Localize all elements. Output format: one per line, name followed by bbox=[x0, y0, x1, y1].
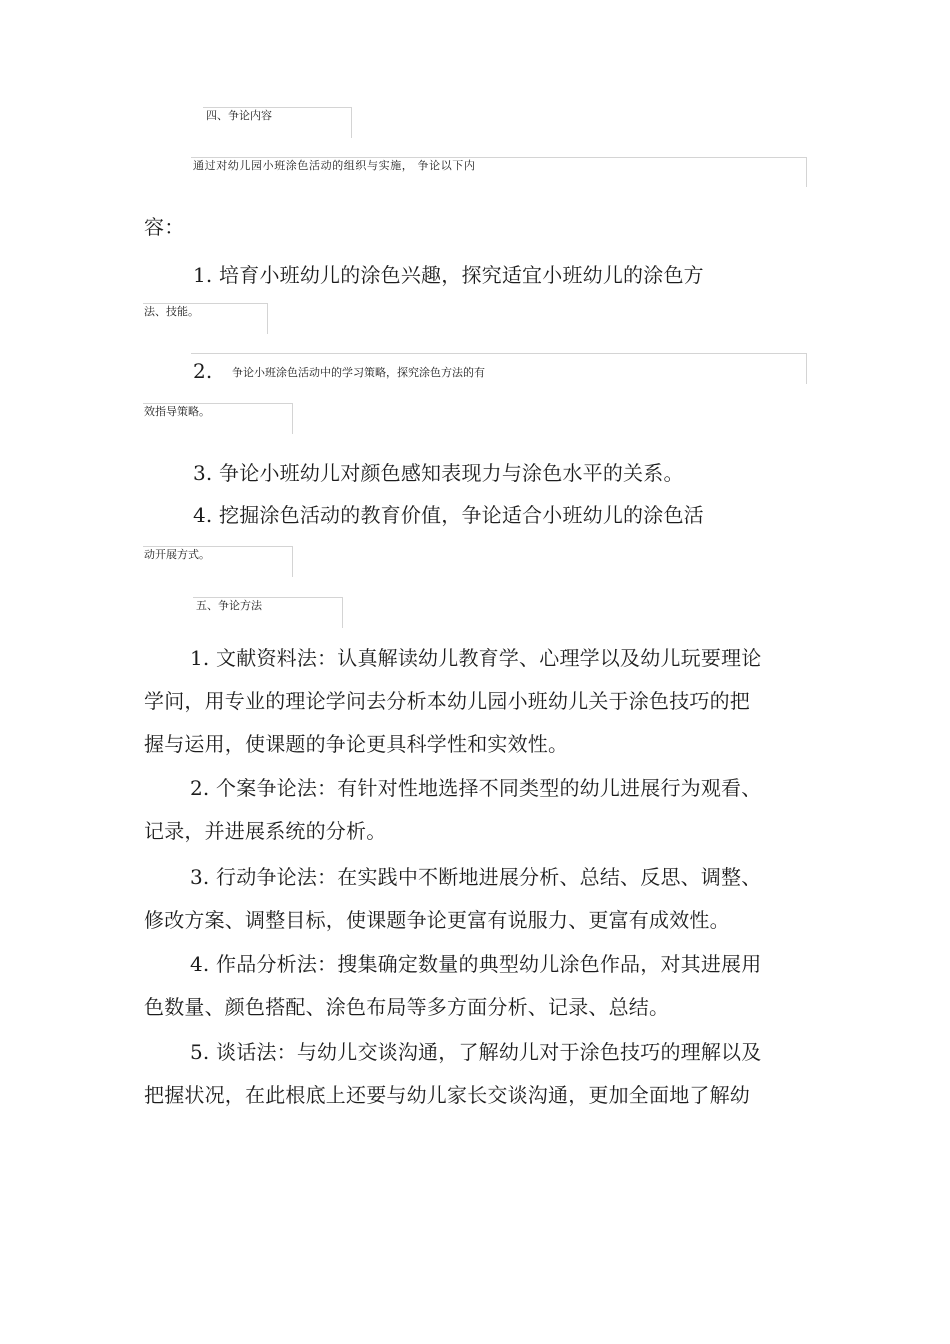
list-item-number: 2. bbox=[193, 359, 213, 383]
paragraph-line: 把握状况，在此根底上还要与幼儿家长交谈沟通，更加全面地了解幼 bbox=[144, 1083, 750, 1107]
section-heading: 五、争论方法 bbox=[196, 599, 262, 612]
list-item: 3. 争论小班幼儿对颜色感知表现力与涂色水平的关系。 bbox=[193, 461, 684, 485]
list-item: 1. 培育小班幼儿的涂色兴趣，探究适宜小班幼儿的涂色方 bbox=[193, 263, 704, 287]
list-item: 争论小班涂色活动中的学习策略，探究涂色方法的有 bbox=[232, 366, 485, 379]
paragraph-line: 2. 个案争论法：有针对性地选择不同类型的幼儿进展行为观看、 bbox=[190, 776, 762, 800]
paragraph-line: 5. 谈话法：与幼儿交谈沟通，了解幼儿对于涂色技巧的理解以及 bbox=[190, 1040, 762, 1064]
paragraph-line: 握与运用，使课题的争论更具科学性和实效性。 bbox=[144, 732, 569, 756]
paragraph-line: 学问，用专业的理论学问去分析本幼儿园小班幼儿关于涂色技巧的把 bbox=[144, 689, 750, 713]
paragraph-line: 记录，并进展系统的分析。 bbox=[144, 819, 387, 843]
list-item: 4. 挖掘涂色活动的教育价值，争论适合小班幼儿的涂色活 bbox=[193, 503, 704, 527]
list-item: 效指导策略。 bbox=[144, 405, 210, 418]
paragraph-line: 色数量、颜色搭配、涂色布局等多方面分析、记录、总结。 bbox=[144, 995, 670, 1019]
intro-text: 容： bbox=[144, 215, 185, 239]
section-heading: 四、争论内容 bbox=[206, 109, 272, 122]
paragraph-line: 修改方案、调整目标，使课题争论更富有说服力、更富有成效性。 bbox=[144, 908, 730, 932]
intro-text: 通过对幼儿园小班涂色活动的组织与实施， 争论以下内 bbox=[193, 159, 476, 172]
paragraph-line: 4. 作品分析法：搜集确定数量的典型幼儿涂色作品，对其进展用 bbox=[190, 952, 762, 976]
paragraph-line: 3. 行动争论法：在实践中不断地进展分析、总结、反思、调整、 bbox=[190, 865, 762, 889]
paragraph-line: 1. 文献资料法：认真解读幼儿教育学、心理学以及幼儿玩要理论 bbox=[190, 646, 762, 670]
list-item: 法、技能。 bbox=[144, 305, 199, 318]
list-item: 动开展方式。 bbox=[144, 548, 210, 561]
